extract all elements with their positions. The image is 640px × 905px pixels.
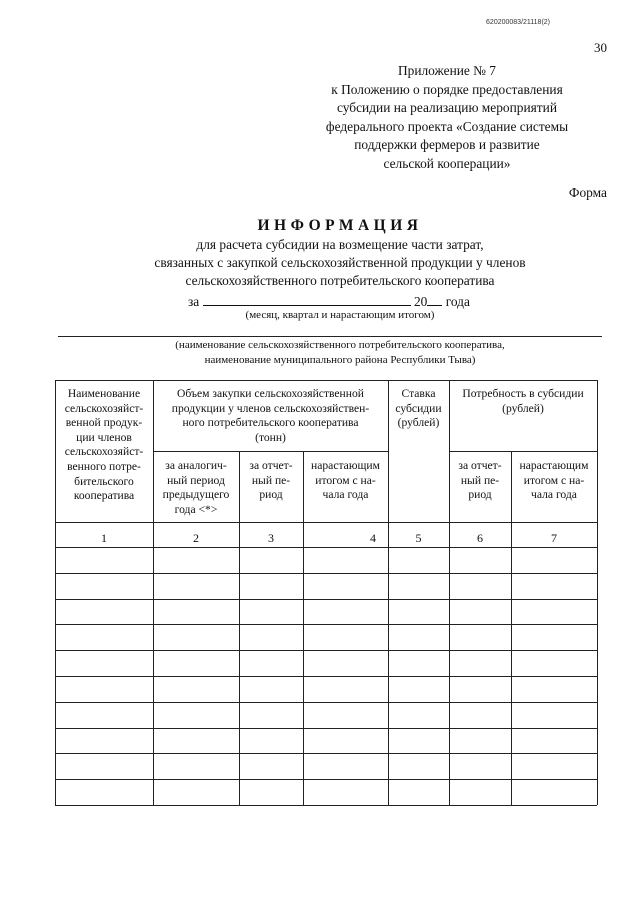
header-col-5: Ставка субсидии (рублей) — [395, 387, 442, 430]
header-col-3: за отчет- ный пе- риод — [249, 459, 293, 502]
appendix-line: федерального проекта «Создание системы — [325, 118, 569, 134]
header-col-7: нарастающим итогом с на- чала года — [519, 459, 589, 502]
column-number: 7 — [551, 531, 557, 545]
column-number: 4 — [370, 531, 376, 545]
column-number: 5 — [415, 531, 422, 545]
table-horizontal-line — [55, 650, 597, 651]
header-col-1: Наименование сельскохозяйст- венной продук- ции членов сельскохозяйст- венного потре- бительского кооператива — [64, 387, 144, 503]
table-horizontal-line — [55, 805, 597, 806]
header-col-6: за отчет- ный пе- риод — [458, 459, 502, 502]
table-horizontal-line — [449, 451, 597, 452]
column-number: 6 — [477, 531, 483, 545]
period-year-prefix: 20 — [413, 294, 428, 309]
page-number: 30 — [594, 40, 607, 55]
document-id: 620200083/21118(2) — [486, 19, 550, 26]
appendix-line: к Положению о порядке предоставления — [331, 81, 563, 97]
table-horizontal-line — [55, 702, 597, 703]
document-title: ИНФОРМАЦИЯ — [257, 217, 423, 234]
table-horizontal-line — [55, 779, 597, 780]
table-vertical-line — [388, 380, 389, 805]
table-vertical-line — [449, 380, 450, 805]
table-vertical-line — [153, 380, 154, 805]
period-line — [188, 292, 470, 310]
table-horizontal-line — [55, 522, 597, 523]
cooperative-note-line: (наименование сельскохозяйственного потребительского кооператива, — [175, 339, 505, 351]
header-group-need: Потребность в субсидии (рублей) — [462, 387, 584, 415]
appendix-block — [297, 62, 597, 174]
table-horizontal-line — [55, 728, 597, 729]
header-col-2: за аналогич- ный период предыдущего года <*> — [162, 459, 230, 516]
table-horizontal-line — [55, 547, 597, 548]
table-horizontal-line — [55, 676, 597, 677]
period-prefix: за — [188, 294, 200, 309]
table-horizontal-line — [55, 624, 597, 625]
table-vertical-line — [239, 451, 240, 805]
subtitle-line: сельскохозяйственного потребительского кооператива — [185, 273, 495, 288]
table-horizontal-line — [55, 380, 597, 381]
period-note: (месяц, квартал и нарастающим итогом) — [245, 309, 435, 321]
column-number: 3 — [268, 531, 274, 545]
subtitle-line: для расчета субсидии на возмещение части затрат, — [196, 237, 484, 252]
table-vertical-line — [511, 451, 512, 805]
cooperative-name-line[interactable] — [58, 336, 602, 337]
header-group-volume: Объем закупки сельскохозяйственной продукции у членов сельскохозяйствен- ного потребительского кооператива (тонн) — [171, 387, 370, 444]
table-horizontal-line — [153, 451, 388, 452]
table-horizontal-line — [55, 599, 597, 600]
appendix-line: субсидии на реализацию мероприятий — [337, 100, 557, 116]
cooperative-note-line: наименование муниципального района Республики Тыва) — [204, 354, 476, 366]
table-horizontal-line — [55, 573, 597, 574]
header-col-4: нарастающим итогом с на- чала года — [311, 459, 380, 502]
table-vertical-line — [303, 451, 304, 805]
period-suffix: года — [445, 294, 470, 309]
subtitle-line: связанных с закупкой сельскохозяйственной продукции у членов — [154, 255, 526, 270]
column-number: 2 — [193, 531, 199, 545]
period-blank-field[interactable] — [203, 292, 411, 306]
appendix-line: сельской кооперации» — [383, 155, 511, 171]
year-blank-field[interactable] — [427, 292, 442, 306]
table-vertical-line — [597, 380, 598, 805]
form-label: Форма — [568, 185, 607, 200]
column-number: 1 — [101, 531, 107, 545]
table-horizontal-line — [55, 753, 597, 754]
table-vertical-line — [55, 380, 56, 805]
appendix-line: Приложение № 7 — [397, 63, 497, 78]
appendix-line: поддержки фермеров и развитие — [354, 137, 540, 153]
